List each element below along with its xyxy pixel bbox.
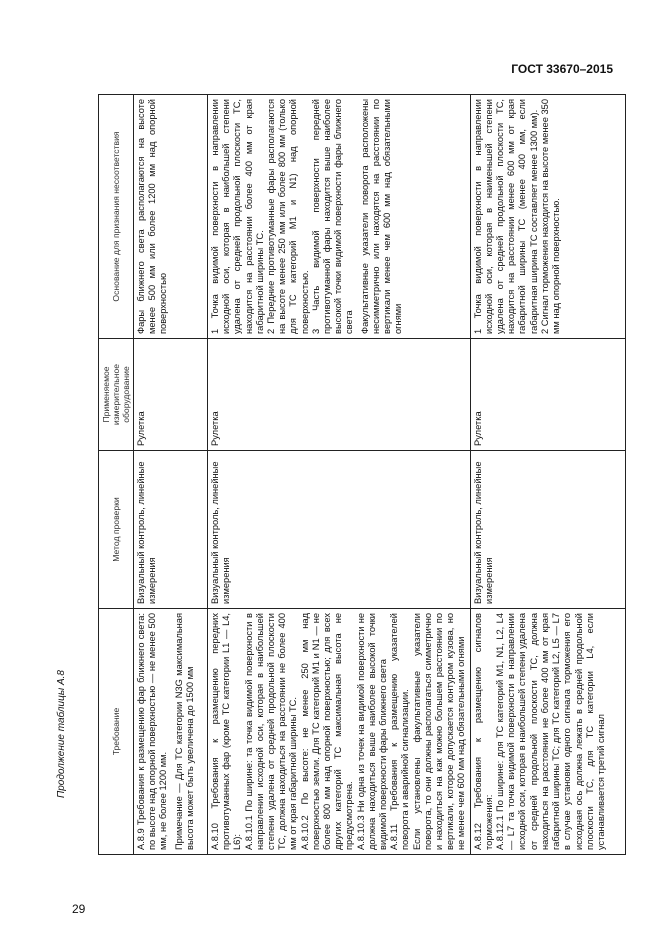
basis-cell: [208, 95, 471, 339]
method-cell: Визуальный контроль, линейные измерения: [134, 451, 208, 609]
table-row: [470, 95, 625, 855]
column-header-method: Метод проверки: [99, 451, 134, 609]
column-header-equipment: Применяемое измерительное оборудование: [99, 339, 134, 451]
basis-text: Фары ближнего света располагаются на высоте менее 500 мм или более 1200 мм над опорной поверхностью: [136, 99, 169, 334]
requirement-text: А.8.10.1 По ширине: та точка видимой поверхности в направлении исходной оси, которая в наибольшей степени удалена от средней продольной плоскости ТС, должна находиться на расстоянии не более 400 мм от края габаритной ширины ТС.: [243, 613, 299, 850]
table-row: [208, 95, 471, 855]
equipment-cell: Рулетка: [470, 339, 625, 451]
equipment-cell: Рулетка: [134, 339, 208, 451]
basis-text: 1 Точка видимой поверхности в направлении исходной оси, которая в наименьшей степени удалена от средней продольной плоскости ТС, находится на расстоянии менее 600 мм от края габаритной ширины ТС (менее 400 мм, если габаритная ширина ТС составляет менее 1300 мм).: [472, 99, 539, 334]
requirement-text: А.8.10.3 Ни одна из точек на видимой поверхности не должна находиться выше наиболее высокой точки видимой поверхности фары ближнего света: [355, 613, 389, 850]
column-header-basis: Основание для признания несоответствия: [99, 95, 134, 339]
table-caption: Продолжение таблицы А.8: [56, 670, 67, 798]
requirement-text: А.8.12.1 По ширине: для ТС категорий M1, N1, L2, L4 — L7 та точка видимой поверхности в направлении исходной оси, которая в наибольшей степени удалена от средней продольной плоскости ТС, должна находиться на расстоянии не более 400 мм от края габаритной ширины ТС; для ТС категорий L2, L5 — L7 в случае установки одного сигнала торможения его исходная ось должна лежать в средней продольной плоскости ТС, для ТС категории L4, если устанавливается третий сигнал: [495, 613, 606, 850]
method-cell: Визуальный контроль, линейные измерения: [470, 451, 625, 609]
basis-cell: [134, 95, 208, 339]
method-cell: Визуальный контроль, линейные измерения: [208, 451, 471, 609]
page-number: 29: [72, 902, 86, 916]
equipment-cell: Рулетка: [208, 339, 471, 451]
basis-text: 3 Часть видимой поверхности передней противотуманной фары находится выше наиболее высокой точки видимой поверхности фары ближнего света: [310, 99, 355, 334]
requirement-cell: [470, 609, 625, 855]
document-header: ГОСТ 33670–2015: [511, 62, 613, 76]
table-row: [134, 95, 208, 855]
requirement-cell: [208, 609, 471, 855]
requirement-text: А.8.10.2 По высоте: не менее 250 мм над поверхностью земли. Для ТС категорий M1 и N1 — не более 800 мм над опорной поверхностью; для всех других категорий ТС максимальная высота не предусмотрена.: [299, 613, 355, 850]
column-header-requirement: Требование: [99, 609, 134, 855]
basis-text: 1 Точка видимой поверхности в направлении исходной оси, которая в наибольшей степени удалена от средней продольной плоскости ТС, находится на расстоянии более 400 мм от края габаритной ширины ТС.: [210, 99, 265, 334]
basis-text: 2 Передние противотуманные фары располагаются на высоте менее 250 мм или более 800 мм (только для ТС категорий M1 и N1) над опорной поверхностью.: [266, 99, 310, 334]
requirement-text: А.8.9 Требования к размещению фар ближнего света: по высоте над опорной поверхностью — не менее 500 мм, не более 1200 мм.: [136, 613, 169, 850]
requirements-table: [98, 94, 626, 855]
requirement-text: Если установлены факультативные указатели поворота, то они должны располагаться симметрично и находиться на как можно большем расстоянии по вертикали, которое допускается контуром кузова, но не менее чем 600 мм над обязательными огнями: [411, 613, 467, 850]
rotated-table-container: [98, 95, 626, 855]
basis-cell: [470, 95, 625, 339]
requirement-note: Примечание — Для ТС категории N3G максимальная высота может быть увеличена до 1500 мм: [173, 613, 195, 850]
requirement-text: А.8.11 Требования к размещению указателей поворота и аварийной сигнализации.: [389, 613, 411, 850]
basis-text: Факультативные указатели поворота расположены несимметрично или находятся на расстоянии по вертикали менее чем 600 мм над обязательными огнями: [359, 99, 404, 334]
requirement-cell: [134, 609, 208, 855]
basis-text: 2 Сигнал торможения находится на высоте менее 350 мм над опорной поверхностью.: [539, 99, 562, 334]
requirement-text: А.8.10 Требования к размещению передних противотуманных фар (кроме ТС категории L1 — L4, L6):: [210, 613, 243, 850]
requirement-text: А.8.12 Требования к размещению сигналов торможения:: [472, 613, 494, 850]
table-header-row: [99, 95, 134, 855]
